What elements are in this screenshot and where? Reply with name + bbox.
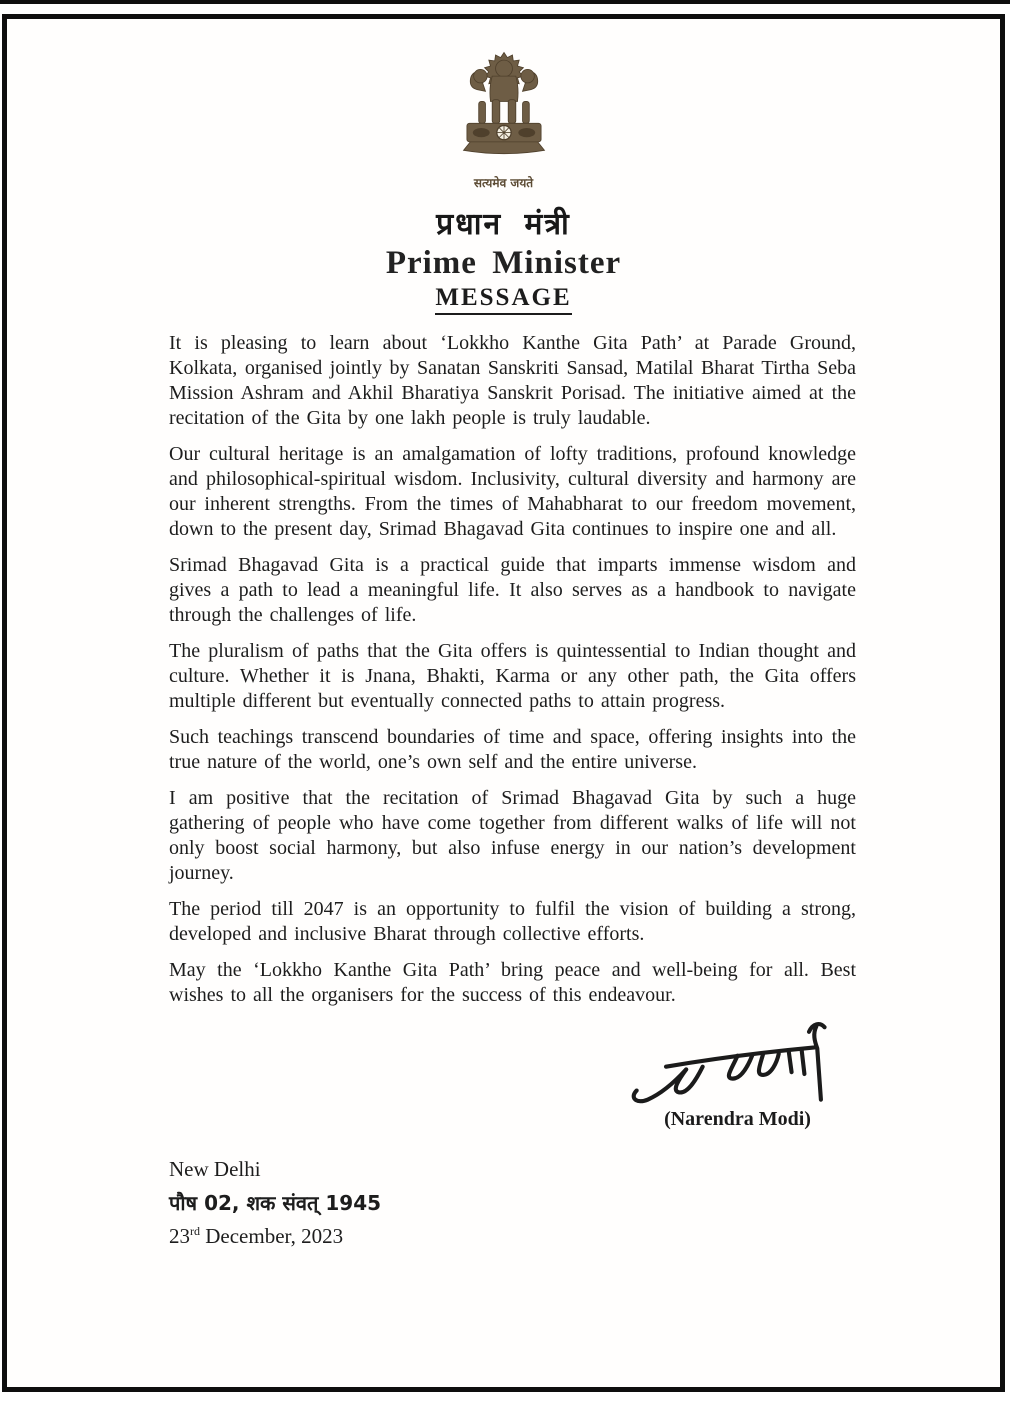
date-rest: December, 2023: [200, 1224, 344, 1248]
title-english: Prime Minister: [385, 245, 622, 281]
date-day: 23: [169, 1224, 190, 1248]
paragraph: The pluralism of paths that the Gita offers is quintessential to Indian thought and culture. Whether it is Jnana, Bhakti, Karma or any other path, the Gita offers multiple different but eventually connected paths to attain progress.: [169, 640, 856, 712]
paragraph: I am positive that the recitation of Srimad Bhagavad Gita by such a huge gathering of people who have come together from different walks of life will not only boost social harmony, but also infuse energy in our nation’s development journey.: [169, 787, 856, 884]
paragraph: The period till 2047 is an opportunity to fulfil the vision of building a strong, developed and inclusive Bharat through collective efforts.: [169, 898, 856, 945]
signature-name: (Narendra Modi): [664, 1108, 811, 1130]
letter-frame: [2, 14, 1005, 1392]
date-ordinal: rd: [190, 1224, 200, 1238]
letter-body: [169, 331, 856, 1008]
paragraph: It is pleasing to learn about ‘Lokkho Kanthe Gita Path’ at Parade Ground, Kolkata, organised jointly by Sanatan Sanskriti Sansad, Matilal Bharat Tirtha Seba Mission Ashram and Akhil Bharatiya Sanskrit Porisad. The initiative aimed at the recitation of the Gita by one lakh people is truly laudable.: [169, 332, 856, 429]
paragraph: May the ‘Lokkho Kanthe Gita Path’ bring peace and well-being for all. Best wishes to all the organisers for the success of this endeavour.: [169, 959, 856, 1006]
letter-footer: [169, 1157, 1000, 1249]
message-heading: MESSAGE: [435, 284, 571, 315]
date-english-line: [169, 1224, 1000, 1249]
place-line: New Delhi: [169, 1157, 261, 1181]
top-border-rule: [0, 0, 1010, 4]
paragraph: Srimad Bhagavad Gita is a practical guide that imparts immense wisdom and gives a path to lead a meaningful life. It also serves as a handbook to navigate through the challenges of life.: [169, 554, 856, 626]
national-emblem-icon: [445, 49, 563, 169]
paragraph: Such teachings transcend boundaries of time and space, offering insights into the true nature of the world, one’s own self and the entire universe.: [169, 726, 856, 773]
date-saka-line: पौष 02, शक संवत् 1945: [169, 1191, 382, 1215]
signature-block: [7, 1019, 1000, 1131]
paragraph: Our cultural heritage is an amalgamation of lofty traditions, profound knowledge and philosophical-spiritual wisdom. Inclusivity, cultural diversity and harmony are our inherent strengths. From the times of Mahabharat to our freedom movement, down to the present day, Srimad Bhagavad Gita continues to inspire one and all.: [169, 443, 856, 540]
emblem-motto: सत्यमेव जयते: [473, 176, 534, 190]
letterhead: [7, 19, 1000, 315]
title-hindi: प्रधान मंत्री: [436, 207, 571, 242]
